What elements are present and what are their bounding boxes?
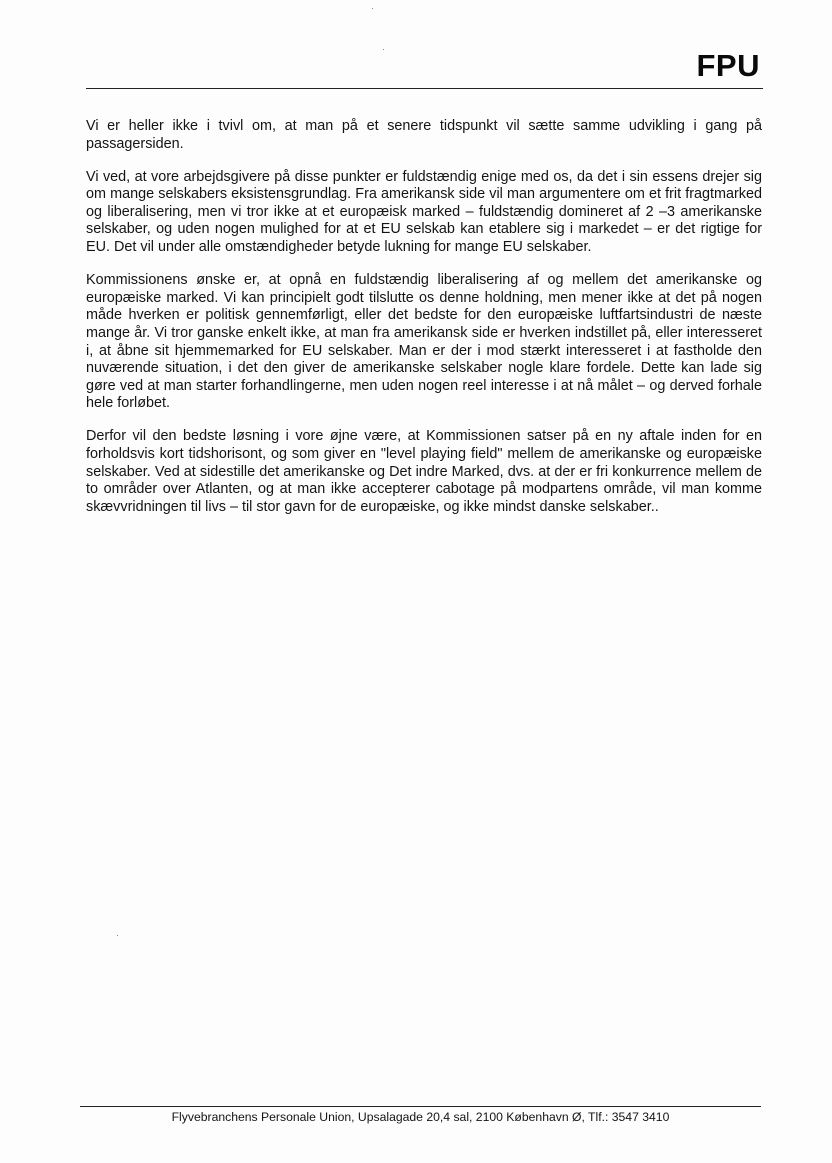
paragraph-3: Kommissionens ønske er, at opnå en fuldstændig liberalisering af og mellem det amerikanske og europæiske marked. Vi kan principielt godt tilslutte os denne holdning, men mener ikke at det på nogen måde hverken er politisk gennemførligt, eller det bedste for den europæiske luftfartsindustri de næste mange år. Vi tror ganske enkelt ikke, at man fra amerikansk side er hverken indstillet på, eller interesseret i, at åbne sit hjemmemarked for EU selskaber. Man er der i mod stærkt interesseret i at fastholde den nuværende situation, i det den giver de amerikanske selskaber nogle klare fordele. Dette kan lade sig gøre ved at man starter forhandlingerne, men uden nogen reel interesse i at nå målet – og derved forhale hele forløbet.	[86, 272, 762, 412]
paragraph-2: Vi ved, at vore arbejdsgivere på disse punkter er fuldstændig enige med os, da det i sin essens drejer sig om mange selskabers eksistensgrundlag. Fra amerikansk side vil man argumentere om et frit fragtmarked og liberalisering, men vi tror ikke at et europæisk marked – fuldstændig domineret af 2 –3 amerikanske selskaber, og uden nogen mulighed for at et EU selskab kan etablere sig i markedet – er det rigtige for EU. Det vil under alle omstændigheder betyde lukning for mange EU selskaber.	[86, 168, 762, 256]
footer-divider	[80, 1106, 761, 1107]
scan-speck	[383, 49, 384, 50]
scan-speck	[117, 935, 118, 936]
letter-body	[86, 118, 762, 532]
scan-speck	[372, 8, 373, 9]
footer-address: Flyvebranchens Personale Union, Upsalagade 20,4 sal, 2100 København Ø, Tlf.: 3547 3410	[171, 1110, 670, 1124]
paragraph-1: Vi er heller ikke i tvivl om, at man på et senere tidspunkt vil sætte samme udvikling i gang på passagersiden.	[86, 118, 762, 152]
fpu-logo: FPU	[696, 48, 760, 83]
header-divider	[86, 88, 763, 89]
paragraph-4: Derfor vil den bedste løsning i vore øjne være, at Kommissionen satser på en ny aftale inden for en forholdsvis kort tidshorisont, og som giver en "level playing field" mellem de amerikanske og europæiske selskaber. Ved at sidestille det amerikanske og Det indre Marked, dvs. at der er fri konkurrence mellem de to områder over Atlanten, og at man ikke accepterer cabotage på modpartens område, vil man komme skævvridningen til livs – til stor gavn for de europæiske, og ikke mindst danske selskaber..	[86, 428, 762, 515]
